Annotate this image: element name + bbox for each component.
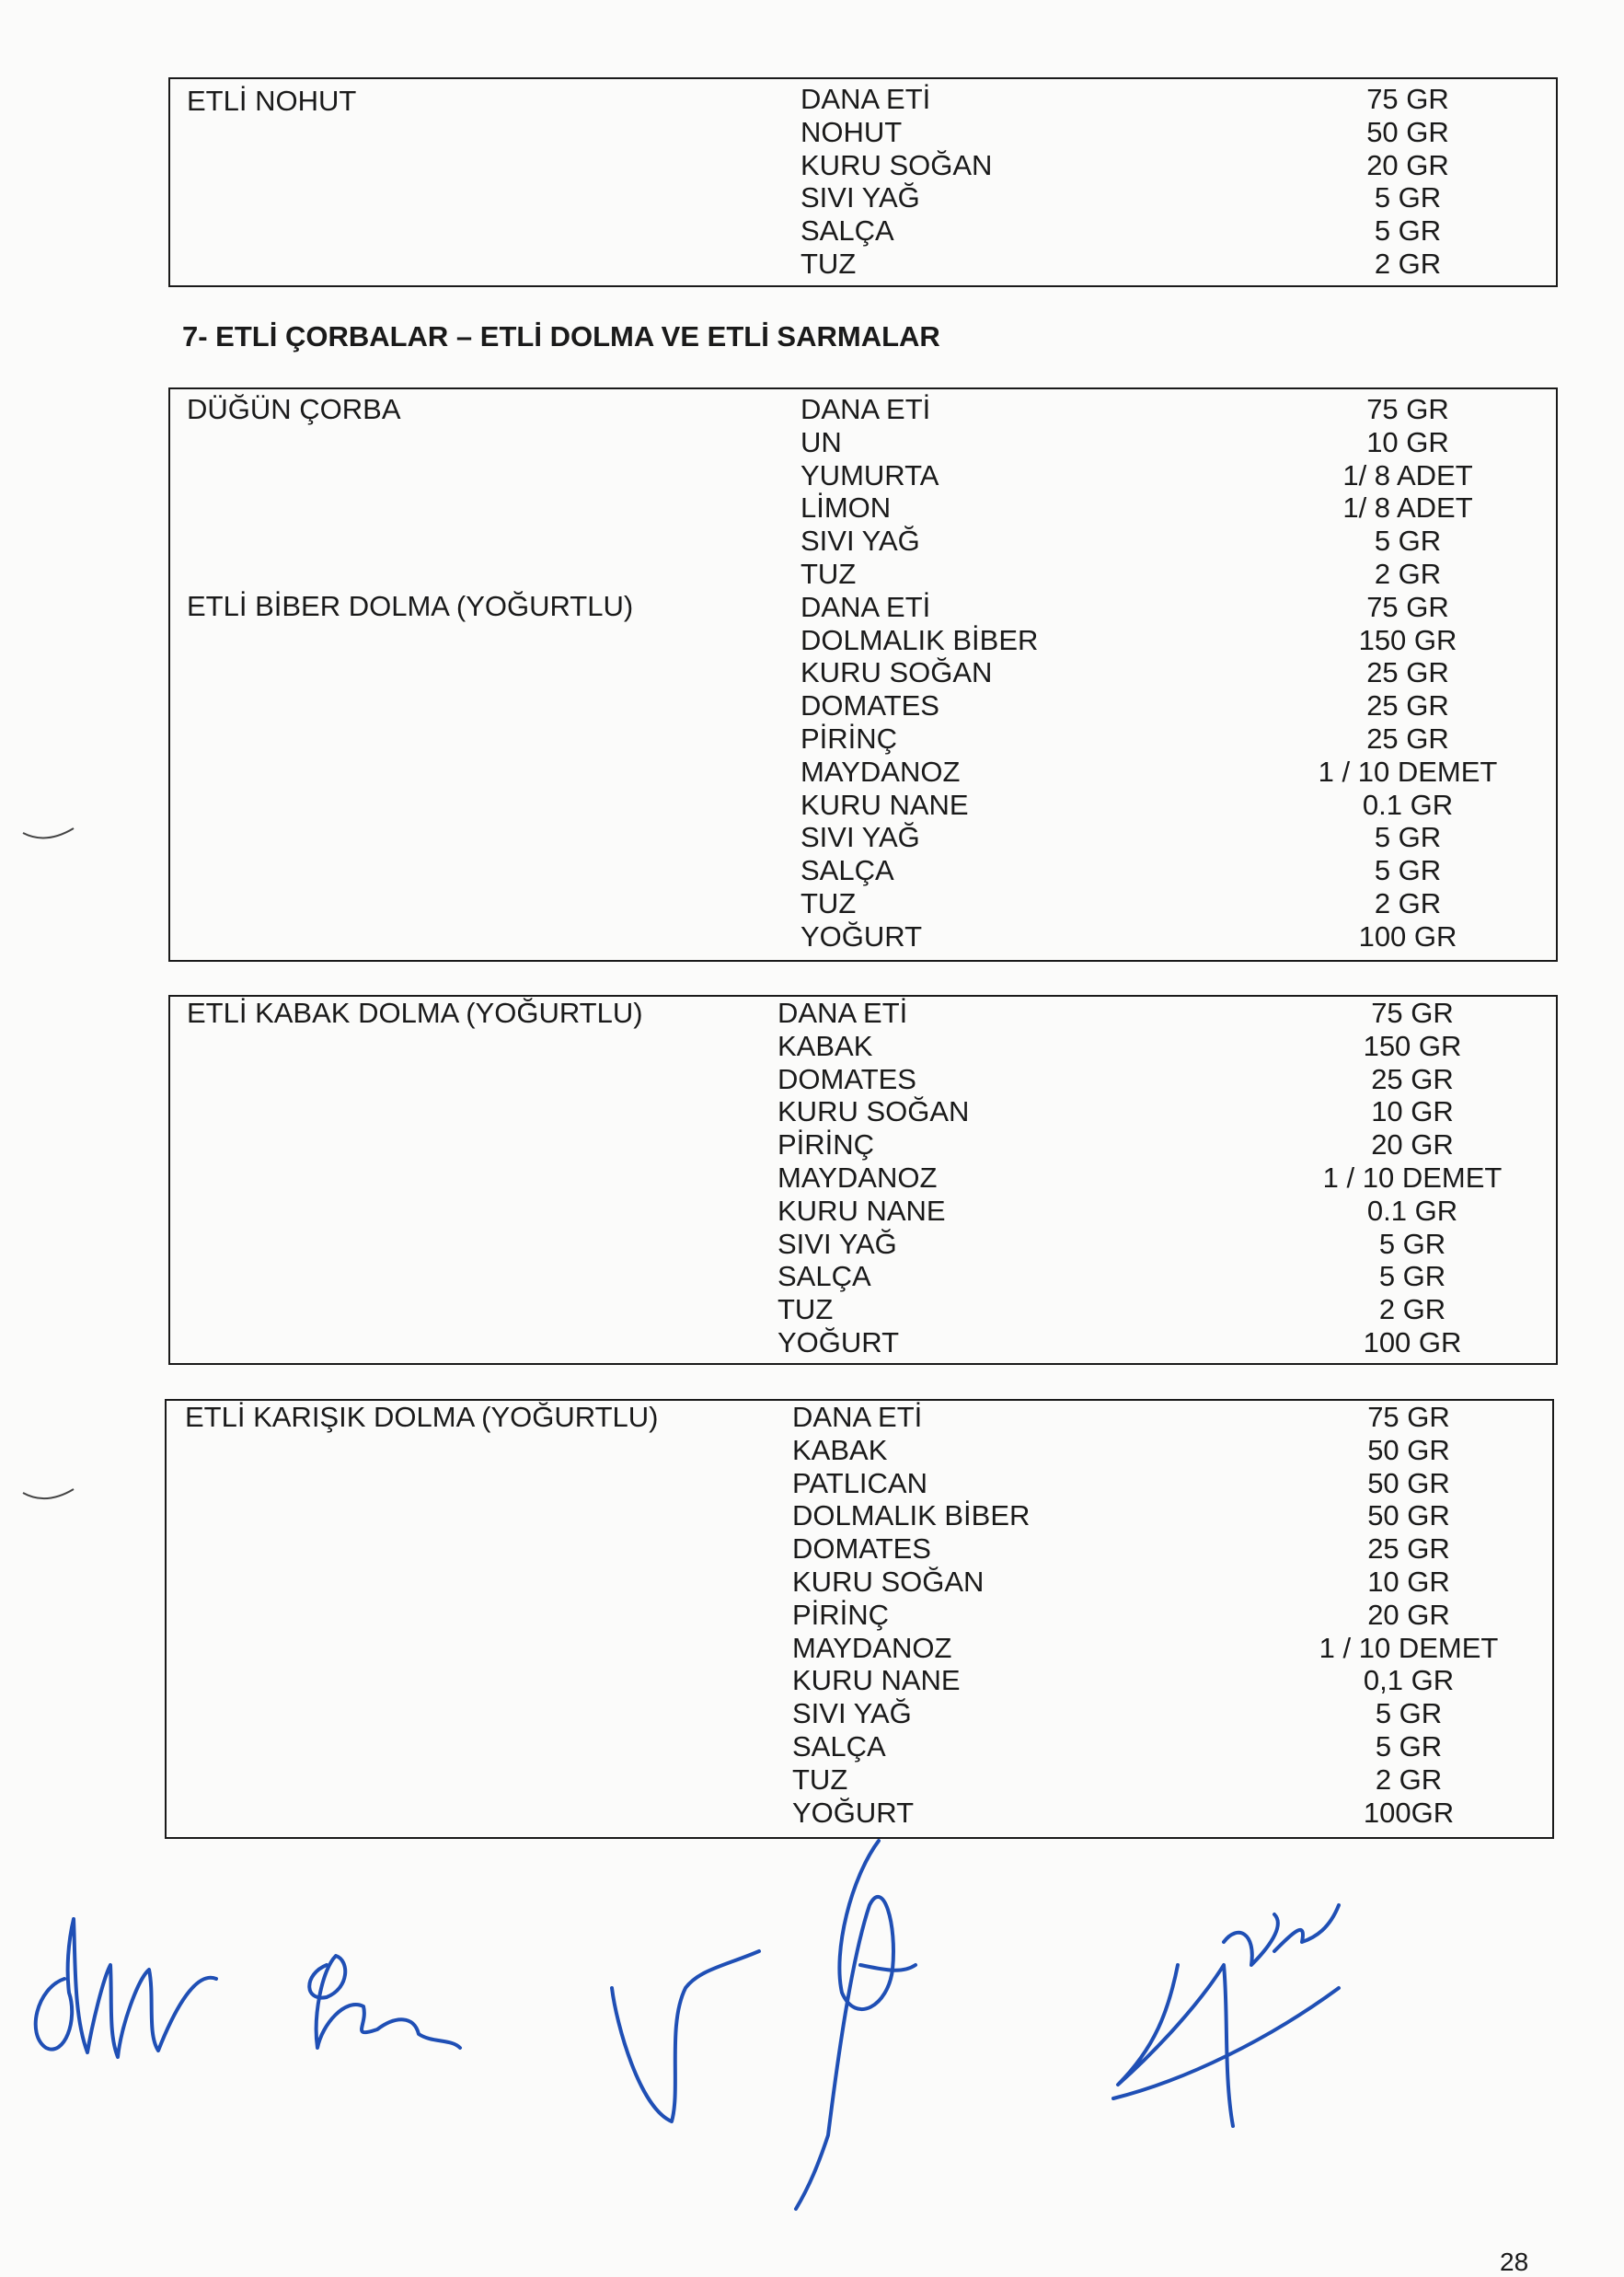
signature-2 [309, 1956, 460, 2048]
ingredient-amount: 1/ 8 ADET [1342, 491, 1473, 525]
dish-name: DÜĞÜN ÇORBA [187, 393, 401, 425]
ingredient-amount: 5 GR [1375, 1697, 1443, 1730]
ingredient-name: PİRİNÇ [800, 722, 898, 755]
dish-name: ETLİ NOHUT [187, 85, 357, 117]
ingredient-name: UN [800, 425, 842, 458]
ingredient-amount: 50 GR [1367, 1433, 1450, 1466]
ingredient-amount: 75 GR [1367, 1401, 1450, 1433]
ingredient-name: YOĞURT [792, 1796, 915, 1829]
ingredient-amount: 150 GR [1358, 623, 1457, 656]
ingredient-name: DOMATES [792, 1532, 931, 1566]
ingredient-name: DOLMALIK BİBER [800, 623, 1039, 656]
dish-name: ETLİ KARIŞIK DOLMA (YOĞURTLU) [185, 1401, 659, 1433]
ingredient-name: MAYDANOZ [792, 1631, 952, 1664]
ingredient-amount: 5 GR [1374, 525, 1442, 558]
signature-4 [1113, 1905, 1339, 2126]
ingredient-name: KURU SOĞAN [800, 656, 993, 689]
ingredient-amount: 0.1 GR [1366, 1194, 1458, 1227]
ingredient-name: KURU NANE [800, 788, 969, 821]
ingredient-name: SIVI YAĞ [792, 1697, 912, 1730]
dish-name: ETLİ KABAK DOLMA (YOĞURTLU) [187, 997, 643, 1029]
ingredient-name: DANA ETİ [792, 1401, 923, 1433]
ingredient-name: MAYDANOZ [800, 755, 961, 788]
ingredient-name: DANA ETİ [800, 590, 931, 623]
ingredient-amount: 150 GR [1363, 1029, 1462, 1062]
ingredient-amount: 10 GR [1367, 1566, 1450, 1598]
ingredient-name: DANA ETİ [777, 997, 908, 1029]
ingredient-name: TUZ [777, 1293, 834, 1326]
ingredient-name: PİRİNÇ [777, 1128, 875, 1162]
ingredient-amount: 75 GR [1366, 83, 1449, 115]
ingredient-amount: 50 GR [1367, 1466, 1450, 1499]
ingredient-amount: 25 GR [1367, 1532, 1450, 1566]
ingredient-name: KURU NANE [792, 1664, 961, 1697]
ingredient-amount: 5 GR [1374, 214, 1442, 248]
ingredient-name: SALÇA [792, 1730, 886, 1763]
signature-3 [612, 1841, 916, 2209]
ingredient-name: PATLICAN [792, 1466, 927, 1499]
ingredient-amount: 1/ 8 ADET [1342, 458, 1473, 491]
ingredient-name: TUZ [800, 248, 857, 280]
ingredient-name: SALÇA [777, 1260, 871, 1293]
ingredient-amount: 2 GR [1374, 558, 1442, 590]
ingredient-amount: 5 GR [1378, 1260, 1446, 1293]
page-number: 28 [1500, 2248, 1529, 2276]
ingredient-name: MAYDANOZ [777, 1162, 938, 1194]
ingredient-name: SIVI YAĞ [800, 821, 920, 854]
ingredient-name: DANA ETİ [800, 83, 931, 115]
ingredient-amount: 20 GR [1371, 1128, 1454, 1162]
ingredient-amount: 5 GR [1378, 1227, 1446, 1260]
ingredient-name: DANA ETİ [800, 393, 931, 425]
ingredient-name: SALÇA [800, 854, 894, 887]
ingredient-amount: 25 GR [1371, 1062, 1454, 1095]
ingredient-amount: 1 / 10 DEMET [1322, 1162, 1503, 1194]
ingredient-name: PİRİNÇ [792, 1598, 890, 1631]
ingredient-amount: 100 GR [1358, 919, 1457, 953]
ingredient-name: SALÇA [800, 214, 894, 248]
ingredient-amount: 100GR [1363, 1796, 1455, 1829]
ingredient-amount: 5 GR [1374, 821, 1442, 854]
ingredient-name: YUMURTA [800, 458, 939, 491]
ingredient-amount: 0.1 GR [1362, 788, 1454, 821]
ingredient-amount: 2 GR [1374, 887, 1442, 919]
signature-1 [36, 1919, 216, 2057]
ingredient-amount: 25 GR [1366, 656, 1449, 689]
ingredient-name: SIVI YAĞ [800, 181, 920, 214]
ingredient-name: NOHUT [800, 115, 903, 148]
ingredient-amount: 5 GR [1374, 181, 1442, 214]
ingredient-name: KURU SOĞAN [792, 1566, 985, 1598]
ingredient-amount: 10 GR [1371, 1095, 1454, 1128]
ingredient-amount: 5 GR [1374, 854, 1442, 887]
ingredient-name: SIVI YAĞ [800, 525, 920, 558]
ingredient-amount: 50 GR [1366, 115, 1449, 148]
ingredient-name: DOMATES [800, 689, 939, 722]
section-heading: 7- ETLİ ÇORBALAR – ETLİ DOLMA VE ETLİ SARMALAR [182, 320, 940, 353]
ingredient-name: YOĞURT [800, 919, 923, 953]
ingredient-amount: 50 GR [1367, 1499, 1450, 1532]
ingredient-amount: 25 GR [1366, 722, 1449, 755]
ingredient-amount: 75 GR [1366, 393, 1449, 425]
ingredient-amount: 1 / 10 DEMET [1318, 755, 1498, 788]
ingredient-amount: 20 GR [1366, 148, 1449, 181]
ingredient-amount: 2 GR [1378, 1293, 1446, 1326]
ingredient-name: KABAK [792, 1433, 888, 1466]
ingredient-name: TUZ [800, 887, 857, 919]
ingredient-name: KABAK [777, 1029, 873, 1062]
ingredient-name: TUZ [792, 1763, 848, 1796]
ingredient-name: DOLMALIK BİBER [792, 1499, 1031, 1532]
ingredient-name: TUZ [800, 558, 857, 590]
ingredient-name: SIVI YAĞ [777, 1227, 897, 1260]
ingredient-amount: 2 GR [1374, 248, 1442, 280]
ingredient-amount: 100 GR [1363, 1326, 1462, 1358]
ingredient-amount: 10 GR [1366, 425, 1449, 458]
ingredient-amount: 20 GR [1367, 1598, 1450, 1631]
ingredient-amount: 5 GR [1375, 1730, 1443, 1763]
ingredient-name: YOĞURT [777, 1326, 900, 1358]
dish-name: ETLİ BİBER DOLMA (YOĞURTLU) [187, 590, 634, 622]
ingredient-name: KURU SOĞAN [800, 148, 993, 181]
ingredient-amount: 1 / 10 DEMET [1319, 1631, 1499, 1664]
ingredient-name: KURU NANE [777, 1194, 946, 1227]
ingredient-amount: 0,1 GR [1363, 1664, 1455, 1697]
ingredient-amount: 2 GR [1375, 1763, 1443, 1796]
ingredient-amount: 25 GR [1366, 689, 1449, 722]
ingredient-name: LİMON [800, 491, 892, 525]
ingredient-name: KURU SOĞAN [777, 1095, 970, 1128]
ingredient-amount: 75 GR [1371, 997, 1454, 1029]
ingredient-name: DOMATES [777, 1062, 916, 1095]
ingredient-amount: 75 GR [1366, 590, 1449, 623]
